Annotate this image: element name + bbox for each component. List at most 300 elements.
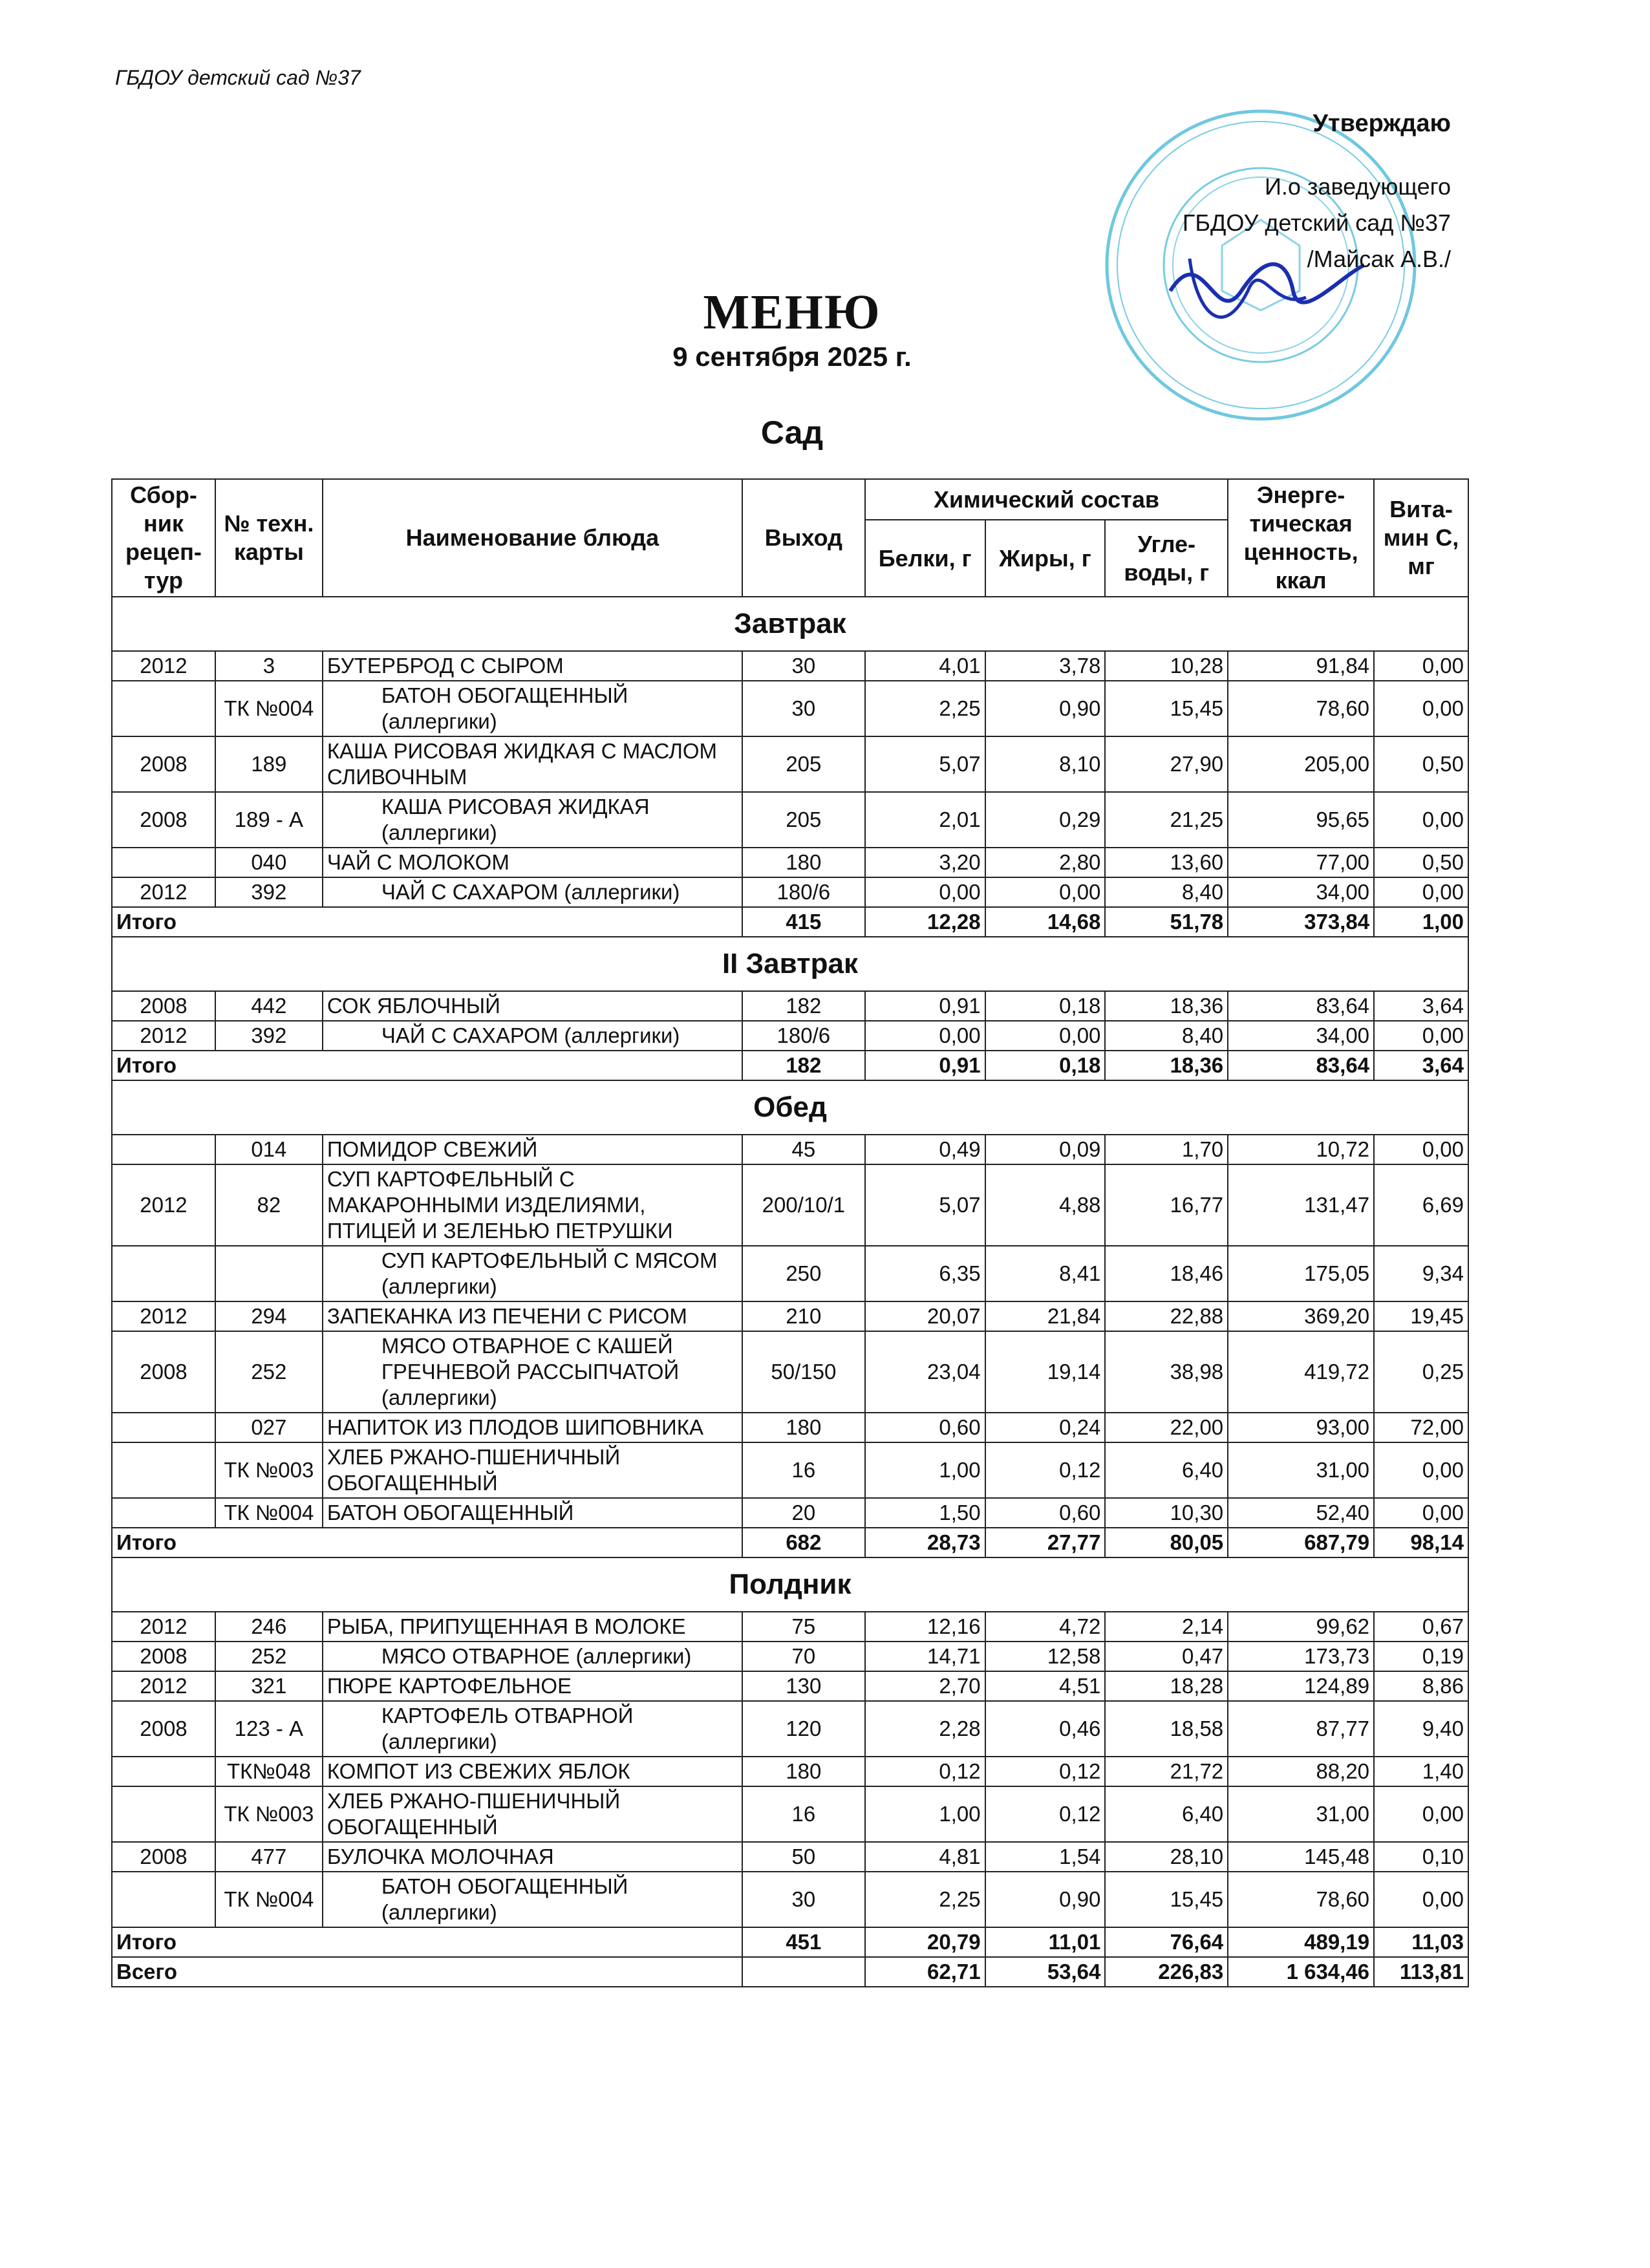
portion-cell: 16 xyxy=(742,1786,865,1842)
total-row xyxy=(112,1051,1468,1080)
collection-cell: 2008 xyxy=(112,1701,215,1757)
carbs-cell: 15,45 xyxy=(1105,681,1228,736)
energy-cell: 419,72 xyxy=(1228,1331,1374,1413)
table-row xyxy=(112,991,1468,1021)
total-portion: 682 xyxy=(742,1528,865,1557)
table-row xyxy=(112,1331,1468,1413)
protein-cell: 4,81 xyxy=(865,1842,985,1872)
energy-cell: 93,00 xyxy=(1228,1413,1374,1442)
card-cell: ТК №004 xyxy=(215,681,323,736)
header-chemical: Химический состав xyxy=(865,479,1228,520)
dish-name-cell: БАТОН ОБОГАЩЕННЫЙ xyxy=(323,1498,742,1528)
vitamin-cell: 0,50 xyxy=(1374,736,1468,792)
carbs-cell: 8,40 xyxy=(1105,1021,1228,1051)
fat-cell: 0,00 xyxy=(985,1021,1106,1051)
carbs-cell: 10,28 xyxy=(1105,651,1228,681)
total-fat: 11,01 xyxy=(985,1927,1106,1957)
collection-cell xyxy=(112,1872,215,1927)
fat-cell: 4,88 xyxy=(985,1164,1106,1246)
energy-cell: 95,65 xyxy=(1228,792,1374,848)
total-protein: 28,73 xyxy=(865,1528,985,1557)
card-cell: 123 - А xyxy=(215,1701,323,1757)
grand-total-label: Всего xyxy=(112,1957,742,1987)
table-row xyxy=(112,1413,1468,1442)
table-row xyxy=(112,1701,1468,1757)
vitamin-cell: 0,00 xyxy=(1374,1872,1468,1927)
total-label: Итого xyxy=(112,1927,742,1957)
fat-cell: 4,72 xyxy=(985,1612,1106,1642)
carbs-cell: 22,88 xyxy=(1105,1301,1228,1331)
vitamin-cell: 1,40 xyxy=(1374,1757,1468,1786)
collection-cell: 2012 xyxy=(112,651,215,681)
fat-cell: 0,90 xyxy=(985,1872,1106,1927)
card-cell: 246 xyxy=(215,1612,323,1642)
collection-cell: 2008 xyxy=(112,991,215,1021)
protein-cell: 4,01 xyxy=(865,651,985,681)
carbs-cell: 0,47 xyxy=(1105,1642,1228,1671)
energy-cell: 10,72 xyxy=(1228,1135,1374,1164)
grand-total-energy: 1 634,46 xyxy=(1228,1957,1374,1987)
fat-cell: 0,12 xyxy=(985,1786,1106,1842)
protein-cell: 0,12 xyxy=(865,1757,985,1786)
protein-cell: 6,35 xyxy=(865,1246,985,1301)
collection-cell xyxy=(112,1498,215,1528)
grand-total-protein: 62,71 xyxy=(865,1957,985,1987)
energy-cell: 52,40 xyxy=(1228,1498,1374,1528)
grand-total-portion xyxy=(742,1957,865,1987)
protein-cell: 23,04 xyxy=(865,1331,985,1413)
total-row xyxy=(112,1528,1468,1557)
energy-cell: 78,60 xyxy=(1228,681,1374,736)
portion-cell: 30 xyxy=(742,681,865,736)
vitamin-cell: 3,64 xyxy=(1374,991,1468,1021)
fat-cell: 0,60 xyxy=(985,1498,1106,1528)
dish-name-cell: ЧАЙ С САХАРОМ (аллергики) xyxy=(323,1021,742,1051)
vitamin-cell: 0,00 xyxy=(1374,1442,1468,1498)
total-energy: 489,19 xyxy=(1228,1927,1374,1957)
fat-cell: 3,78 xyxy=(985,651,1106,681)
fat-cell: 8,41 xyxy=(985,1246,1106,1301)
collection-cell: 2008 xyxy=(112,792,215,848)
card-cell: ТК №004 xyxy=(215,1872,323,1927)
card-cell: 392 xyxy=(215,1021,323,1051)
energy-cell: 124,89 xyxy=(1228,1671,1374,1701)
fat-cell: 19,14 xyxy=(985,1331,1106,1413)
header-vitamin: Вита-мин С, мг xyxy=(1374,479,1468,597)
protein-cell: 0,00 xyxy=(865,877,985,907)
total-protein: 12,28 xyxy=(865,907,985,937)
protein-cell: 0,91 xyxy=(865,991,985,1021)
vitamin-cell: 0,00 xyxy=(1374,1498,1468,1528)
fat-cell: 2,80 xyxy=(985,848,1106,877)
fat-cell: 0,09 xyxy=(985,1135,1106,1164)
portion-cell: 70 xyxy=(742,1642,865,1671)
card-cell: ТК №004 xyxy=(215,1498,323,1528)
collection-cell xyxy=(112,1135,215,1164)
energy-cell: 34,00 xyxy=(1228,877,1374,907)
carbs-cell: 21,72 xyxy=(1105,1757,1228,1786)
carbs-cell: 28,10 xyxy=(1105,1842,1228,1872)
table-row xyxy=(112,792,1468,848)
table-row xyxy=(112,1642,1468,1671)
carbs-cell: 38,98 xyxy=(1105,1331,1228,1413)
energy-cell: 173,73 xyxy=(1228,1642,1374,1671)
total-label: Итого xyxy=(112,1051,742,1080)
carbs-cell: 15,45 xyxy=(1105,1872,1228,1927)
fat-cell: 12,58 xyxy=(985,1642,1106,1671)
card-cell: ТК №003 xyxy=(215,1442,323,1498)
table-row xyxy=(112,736,1468,792)
protein-cell: 5,07 xyxy=(865,1164,985,1246)
dish-name-cell: СУП КАРТОФЕЛЬНЫЙ С МЯСОМ (аллергики) xyxy=(323,1246,742,1301)
carbs-cell: 2,14 xyxy=(1105,1612,1228,1642)
portion-cell: 205 xyxy=(742,792,865,848)
portion-cell: 30 xyxy=(742,1872,865,1927)
carbs-cell: 21,25 xyxy=(1105,792,1228,848)
portion-cell: 50/150 xyxy=(742,1331,865,1413)
dish-name-cell: БАТОН ОБОГАЩЕННЫЙ (аллергики) xyxy=(323,1872,742,1927)
dish-name-cell: ПЮРЕ КАРТОФЕЛЬНОЕ xyxy=(323,1671,742,1701)
approval-block xyxy=(1063,110,1451,277)
energy-cell: 88,20 xyxy=(1228,1757,1374,1786)
grand-total-vitamin: 113,81 xyxy=(1374,1957,1468,1987)
protein-cell: 2,70 xyxy=(865,1671,985,1701)
card-cell: 040 xyxy=(215,848,323,877)
energy-cell: 99,62 xyxy=(1228,1612,1374,1642)
energy-cell: 31,00 xyxy=(1228,1442,1374,1498)
protein-cell: 20,07 xyxy=(865,1301,985,1331)
vitamin-cell: 0,25 xyxy=(1374,1331,1468,1413)
card-cell: 321 xyxy=(215,1671,323,1701)
protein-cell: 3,20 xyxy=(865,848,985,877)
dish-name-cell: ПОМИДОР СВЕЖИЙ xyxy=(323,1135,742,1164)
protein-cell: 12,16 xyxy=(865,1612,985,1642)
portion-cell: 200/10/1 xyxy=(742,1164,865,1246)
fat-cell: 0,90 xyxy=(985,681,1106,736)
dish-name-cell: ЧАЙ С МОЛОКОМ xyxy=(323,848,742,877)
portion-cell: 50 xyxy=(742,1842,865,1872)
total-portion: 182 xyxy=(742,1051,865,1080)
carbs-cell: 16,77 xyxy=(1105,1164,1228,1246)
collection-cell xyxy=(112,1246,215,1301)
vitamin-cell: 0,19 xyxy=(1374,1642,1468,1671)
portion-cell: 180/6 xyxy=(742,1021,865,1051)
portion-cell: 20 xyxy=(742,1498,865,1528)
energy-cell: 131,47 xyxy=(1228,1164,1374,1246)
energy-cell: 34,00 xyxy=(1228,1021,1374,1051)
dish-name-cell: ЗАПЕКАНКА ИЗ ПЕЧЕНИ С РИСОМ xyxy=(323,1301,742,1331)
table-row xyxy=(112,1842,1468,1872)
table-row xyxy=(112,681,1468,736)
header-fat: Жиры, г xyxy=(985,520,1106,597)
grand-total-carbs: 226,83 xyxy=(1105,1957,1228,1987)
protein-cell: 0,49 xyxy=(865,1135,985,1164)
total-protein: 20,79 xyxy=(865,1927,985,1957)
menu-date: 9 сентября 2025 г. xyxy=(672,341,912,372)
carbs-cell: 22,00 xyxy=(1105,1413,1228,1442)
table-row xyxy=(112,1135,1468,1164)
collection-cell: 2008 xyxy=(112,1642,215,1671)
section-title: Обед xyxy=(112,1080,1468,1135)
fat-cell: 0,00 xyxy=(985,877,1106,907)
collection-cell: 2012 xyxy=(112,1671,215,1701)
card-cell: 477 xyxy=(215,1842,323,1872)
carbs-cell: 1,70 xyxy=(1105,1135,1228,1164)
total-row xyxy=(112,907,1468,937)
total-fat: 27,77 xyxy=(985,1528,1106,1557)
protein-cell: 2,25 xyxy=(865,681,985,736)
dish-name-cell: СОК ЯБЛОЧНЫЙ xyxy=(323,991,742,1021)
fat-cell: 21,84 xyxy=(985,1301,1106,1331)
table-row xyxy=(112,1442,1468,1498)
portion-cell: 205 xyxy=(742,736,865,792)
total-fat: 14,68 xyxy=(985,907,1106,937)
carbs-cell: 6,40 xyxy=(1105,1786,1228,1842)
collection-cell: 2012 xyxy=(112,1164,215,1246)
protein-cell: 2,01 xyxy=(865,792,985,848)
total-portion: 451 xyxy=(742,1927,865,1957)
fat-cell: 0,29 xyxy=(985,792,1106,848)
portion-cell: 180 xyxy=(742,1413,865,1442)
portion-cell: 250 xyxy=(742,1246,865,1301)
card-cell: 294 xyxy=(215,1301,323,1331)
carbs-cell: 10,30 xyxy=(1105,1498,1228,1528)
collection-cell: 2008 xyxy=(112,1331,215,1413)
table-row xyxy=(112,1301,1468,1331)
vitamin-cell: 8,86 xyxy=(1374,1671,1468,1701)
collection-cell xyxy=(112,1786,215,1842)
section-header-row xyxy=(112,597,1468,651)
carbs-cell: 18,36 xyxy=(1105,991,1228,1021)
collection-cell xyxy=(112,1413,215,1442)
header-dish: Наименование блюда xyxy=(323,479,742,597)
vitamin-cell: 72,00 xyxy=(1374,1413,1468,1442)
carbs-cell: 6,40 xyxy=(1105,1442,1228,1498)
menu-table-body xyxy=(112,597,1468,1987)
portion-cell: 210 xyxy=(742,1301,865,1331)
protein-cell: 1,00 xyxy=(865,1442,985,1498)
vitamin-cell: 0,00 xyxy=(1374,651,1468,681)
approval-title: Утверждаю xyxy=(1312,110,1451,137)
carbs-cell: 18,46 xyxy=(1105,1246,1228,1301)
protein-cell: 2,28 xyxy=(865,1701,985,1757)
portion-cell: 182 xyxy=(742,991,865,1021)
dish-name-cell: ХЛЕБ РЖАНО-ПШЕНИЧНЫЙ ОБОГАЩЕННЫЙ xyxy=(323,1786,742,1842)
card-cell: 189 xyxy=(215,736,323,792)
dish-name-cell: ХЛЕБ РЖАНО-ПШЕНИЧНЫЙ ОБОГАЩЕННЫЙ xyxy=(323,1442,742,1498)
collection-cell xyxy=(112,681,215,736)
carbs-cell: 18,58 xyxy=(1105,1701,1228,1757)
fat-cell: 4,51 xyxy=(985,1671,1106,1701)
fat-cell: 8,10 xyxy=(985,736,1106,792)
approval-organization: ГБДОУ детский сад №37 xyxy=(1182,209,1451,236)
total-carbs: 76,64 xyxy=(1105,1927,1228,1957)
menu-subtitle: Сад xyxy=(760,414,824,451)
card-cell: 014 xyxy=(215,1135,323,1164)
vitamin-cell: 9,34 xyxy=(1374,1246,1468,1301)
total-row xyxy=(112,1927,1468,1957)
dish-name-cell: МЯСО ОТВАРНОЕ С КАШЕЙ ГРЕЧНЕВОЙ РАССЫПЧАТОЙ (аллергики) xyxy=(323,1331,742,1413)
table-row xyxy=(112,651,1468,681)
dish-name-cell: КАША РИСОВАЯ ЖИДКАЯ С МАСЛОМ СЛИВОЧНЫМ xyxy=(323,736,742,792)
dish-name-cell: ЧАЙ С САХАРОМ (аллергики) xyxy=(323,877,742,907)
grand-total-fat: 53,64 xyxy=(985,1957,1106,1987)
vitamin-cell: 0,10 xyxy=(1374,1842,1468,1872)
dish-name-cell: КАША РИСОВАЯ ЖИДКАЯ (аллергики) xyxy=(323,792,742,848)
energy-cell: 78,60 xyxy=(1228,1872,1374,1927)
dish-name-cell: БУЛОЧКА МОЛОЧНАЯ xyxy=(323,1842,742,1872)
portion-cell: 180 xyxy=(742,848,865,877)
section-title: II Завтрак xyxy=(112,937,1468,991)
grand-total-row xyxy=(112,1957,1468,1987)
energy-cell: 83,64 xyxy=(1228,991,1374,1021)
total-fat: 0,18 xyxy=(985,1051,1106,1080)
card-cell: 3 xyxy=(215,651,323,681)
carbs-cell: 27,90 xyxy=(1105,736,1228,792)
protein-cell: 1,50 xyxy=(865,1498,985,1528)
header-protein: Белки, г xyxy=(865,520,985,597)
vitamin-cell: 0,00 xyxy=(1374,877,1468,907)
dish-name-cell: БУТЕРБРОД С СЫРОМ xyxy=(323,651,742,681)
energy-cell: 145,48 xyxy=(1228,1842,1374,1872)
table-row xyxy=(112,877,1468,907)
collection-cell: 2012 xyxy=(112,877,215,907)
menu-table xyxy=(111,478,1469,1987)
total-vitamin: 1,00 xyxy=(1374,907,1468,937)
total-carbs: 51,78 xyxy=(1105,907,1228,937)
section-title: Завтрак xyxy=(112,597,1468,651)
collection-cell: 2012 xyxy=(112,1301,215,1331)
total-energy: 83,64 xyxy=(1228,1051,1374,1080)
fat-cell: 0,18 xyxy=(985,991,1106,1021)
table-row xyxy=(112,1164,1468,1246)
approval-position: И.о заведующего xyxy=(1265,173,1451,200)
fat-cell: 0,12 xyxy=(985,1757,1106,1786)
header-energy: Энерге-тическая ценность, ккал xyxy=(1228,479,1374,597)
collection-cell xyxy=(112,848,215,877)
energy-cell: 31,00 xyxy=(1228,1786,1374,1842)
total-label: Итого xyxy=(112,1528,742,1557)
portion-cell: 16 xyxy=(742,1442,865,1498)
header-collection: Сбор-ник рецеп-тур xyxy=(112,479,215,597)
vitamin-cell: 6,69 xyxy=(1374,1164,1468,1246)
protein-cell: 14,71 xyxy=(865,1642,985,1671)
carbs-cell: 8,40 xyxy=(1105,877,1228,907)
collection-cell: 2012 xyxy=(112,1021,215,1051)
protein-cell: 5,07 xyxy=(865,736,985,792)
dish-name-cell: БАТОН ОБОГАЩЕННЫЙ (аллергики) xyxy=(323,681,742,736)
portion-cell: 130 xyxy=(742,1671,865,1701)
fat-cell: 0,24 xyxy=(985,1413,1106,1442)
card-cell: 252 xyxy=(215,1642,323,1671)
fat-cell: 0,12 xyxy=(985,1442,1106,1498)
vitamin-cell: 0,00 xyxy=(1374,1021,1468,1051)
table-row xyxy=(112,1757,1468,1786)
dish-name-cell: КАРТОФЕЛЬ ОТВАРНОЙ (аллергики) xyxy=(323,1701,742,1757)
section-header-row xyxy=(112,1557,1468,1612)
header-carbs: Угле-воды, г xyxy=(1105,520,1228,597)
card-cell: 252 xyxy=(215,1331,323,1413)
total-vitamin: 11,03 xyxy=(1374,1927,1468,1957)
vitamin-cell: 0,00 xyxy=(1374,1786,1468,1842)
vitamin-cell: 0,00 xyxy=(1374,1135,1468,1164)
section-title: Полдник xyxy=(112,1557,1468,1612)
energy-cell: 77,00 xyxy=(1228,848,1374,877)
total-energy: 687,79 xyxy=(1228,1528,1374,1557)
page-title: МЕНЮ xyxy=(703,285,881,339)
carbs-cell: 13,60 xyxy=(1105,848,1228,877)
total-label: Итого xyxy=(112,907,742,937)
total-vitamin: 98,14 xyxy=(1374,1528,1468,1557)
header-card: № техн. карты xyxy=(215,479,323,597)
portion-cell: 45 xyxy=(742,1135,865,1164)
total-carbs: 18,36 xyxy=(1105,1051,1228,1080)
card-cell: 189 - А xyxy=(215,792,323,848)
total-energy: 373,84 xyxy=(1228,907,1374,937)
table-row xyxy=(112,1786,1468,1842)
section-header-row xyxy=(112,1080,1468,1135)
carbs-cell: 18,28 xyxy=(1105,1671,1228,1701)
dish-name-cell: КОМПОТ ИЗ СВЕЖИХ ЯБЛОК xyxy=(323,1757,742,1786)
vitamin-cell: 0,50 xyxy=(1374,848,1468,877)
portion-cell: 75 xyxy=(742,1612,865,1642)
dish-name-cell: МЯСО ОТВАРНОЕ (аллергики) xyxy=(323,1642,742,1671)
portion-cell: 120 xyxy=(742,1701,865,1757)
card-cell: 82 xyxy=(215,1164,323,1246)
protein-cell: 2,25 xyxy=(865,1872,985,1927)
table-row xyxy=(112,1021,1468,1051)
card-cell: ТК №003 xyxy=(215,1786,323,1842)
protein-cell: 1,00 xyxy=(865,1786,985,1842)
energy-cell: 175,05 xyxy=(1228,1246,1374,1301)
table-row xyxy=(112,1612,1468,1642)
card-cell: 442 xyxy=(215,991,323,1021)
table-row xyxy=(112,848,1468,877)
dish-name-cell: СУП КАРТОФЕЛЬНЫЙ С МАКАРОННЫМИ ИЗДЕЛИЯМИ, ПТИЦЕЙ И ЗЕЛЕНЬЮ ПЕТРУШКИ xyxy=(323,1164,742,1246)
organization-name: ГБДОУ детский сад №37 xyxy=(115,66,361,89)
table-row xyxy=(112,1671,1468,1701)
dish-name-cell: РЫБА, ПРИПУЩЕННАЯ В МОЛОКЕ xyxy=(323,1612,742,1642)
protein-cell: 0,00 xyxy=(865,1021,985,1051)
energy-cell: 369,20 xyxy=(1228,1301,1374,1331)
approval-name: /Майсак А.В./ xyxy=(1307,246,1451,272)
card-cell: 392 xyxy=(215,877,323,907)
total-vitamin: 3,64 xyxy=(1374,1051,1468,1080)
energy-cell: 91,84 xyxy=(1228,651,1374,681)
collection-cell xyxy=(112,1442,215,1498)
total-protein: 0,91 xyxy=(865,1051,985,1080)
total-carbs: 80,05 xyxy=(1105,1528,1228,1557)
header-portion: Выход xyxy=(742,479,865,597)
section-header-row xyxy=(112,937,1468,991)
portion-cell: 180 xyxy=(742,1757,865,1786)
portion-cell: 180/6 xyxy=(742,877,865,907)
protein-cell: 0,60 xyxy=(865,1413,985,1442)
table-row xyxy=(112,1246,1468,1301)
vitamin-cell: 0,00 xyxy=(1374,792,1468,848)
card-cell: ТК№048 xyxy=(215,1757,323,1786)
card-cell xyxy=(215,1246,323,1301)
collection-cell: 2008 xyxy=(112,1842,215,1872)
total-portion: 415 xyxy=(742,907,865,937)
table-row xyxy=(112,1872,1468,1927)
table-row xyxy=(112,1498,1468,1528)
vitamin-cell: 9,40 xyxy=(1374,1701,1468,1757)
energy-cell: 205,00 xyxy=(1228,736,1374,792)
vitamin-cell: 19,45 xyxy=(1374,1301,1468,1331)
dish-name-cell: НАПИТОК ИЗ ПЛОДОВ ШИПОВНИКА xyxy=(323,1413,742,1442)
collection-cell: 2008 xyxy=(112,736,215,792)
